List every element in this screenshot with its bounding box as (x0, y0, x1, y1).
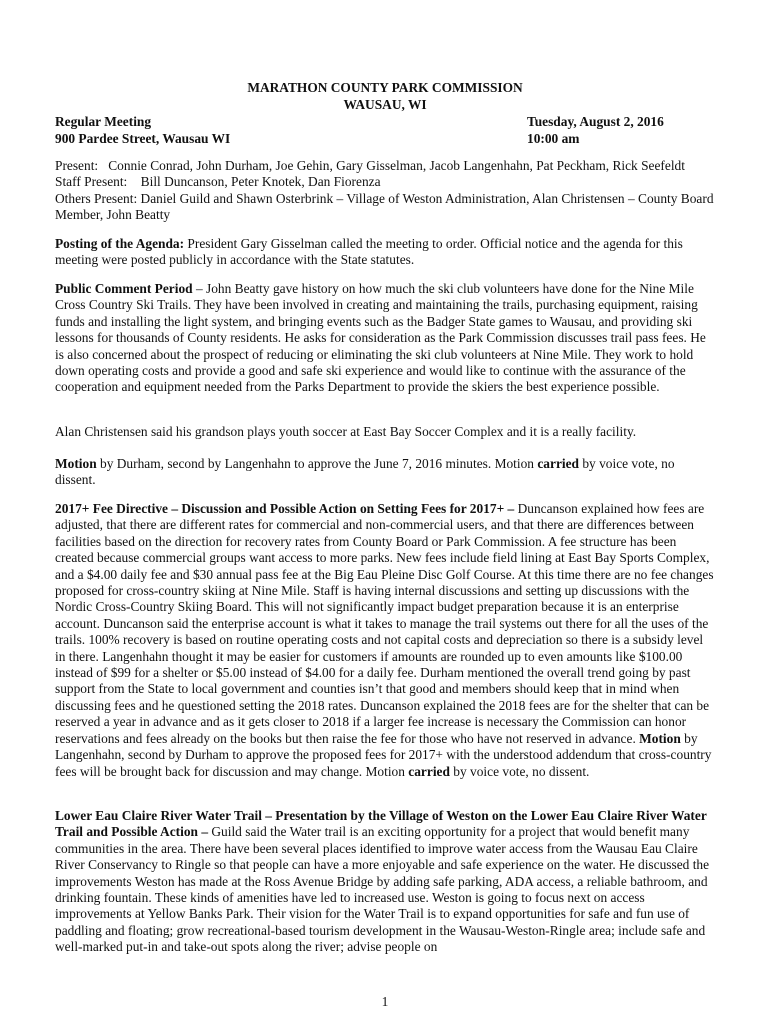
commission-title: MARATHON COUNTY PARK COMMISSION (247, 80, 523, 95)
water-trail-paragraph (55, 808, 715, 956)
present-line (55, 158, 715, 174)
present-label: Present: (55, 158, 99, 173)
meeting-type: Regular Meeting (55, 114, 152, 129)
meeting-time: 10:00 am (527, 131, 580, 146)
christensen-paragraph: Alan Christensen said his grandson plays youth soccer at East Bay Soccer Complex and it is a really facility. (55, 424, 637, 439)
fee-directive-text: Duncanson explained how fees are adjusted, that there are different rates for commercial and non-commercial users, and that there are differences between facilities based on the direction for recovery rates from County Board or Park Commission. A fee structure has been created because commercial groups want access to more parks. New fees include field lining at East Bay Sports Complex, and a $4.00 daily fee and $30 annual pass fee at the Big Eau Pleine Disc Golf Course. At this time there are no fee changes proposed for cross-country skiing at Nine Mile. Staff is having internal discussions and setting up discussions with the Nordic Cross-Country Skiing Board. This will not significantly impact budget preparation because it is an enterprise account. Duncanson said the enterprise account is what it takes to manage the trail systems out there for all the uses of the trails. 100% recovery is based on routine operating costs and not capital costs and depreciation so there is a subsidy level in there. Langenhahn thought it may be easier for customers if amounts are rounded up to even amounts like $100.00 instead of $99 for a shelter or $5.00 instead of $4.00 for a daily fee. Durham mentioned the overall trend going by past support from the State to local government and counties isn’t that good and members should keep that in mind when discussing fees and he questioned setting the 2018 rates. Duncanson explained the 2018 fees are for the shelter that can be reserved a year in advance and as it gets closer to 2018 if a larger fee increase is necessary the Commission can honor reservations and fees already on the books but then raise the fee for those who have not reserved in advance. (55, 501, 714, 746)
fee-directive-paragraph (55, 501, 715, 780)
page-number: 1 (381, 994, 389, 1009)
motion-text: by Durham, second by Langenhahn to approve the June 7, 2016 minutes. Motion (96, 456, 538, 471)
fee-motion-end: by voice vote, no dissent. (449, 763, 590, 779)
public-comment-text: – John Beatty gave history on how much the ski club volunteers have done for the Nine Mile Cross Country Ski Trails. They have been involved in creating and maintaining the trails, purchasing equipment, raising funds and installing the light system, and bringing events such as the Badger State games to Wausau, and providing ski lessons for thousands of County residents. He asks for consideration as the Park Commission discusses trail pass fees. He is also concerned about the prospect of reducing or eliminating the ski club volunteers at Nine Mile. They work to hold down operating costs and provide a good and safe ski experience and would like to continue with the assurance of the cooperation and equipment needed from the Parks Department to provide the skiers the best experience possible. (55, 281, 706, 395)
others-present: Others Present: Daniel Guild and Shawn Osterbrink – Village of Weston Administration, Alan Christensen – County Board Member, John Beatty (55, 190, 714, 223)
staff-line (55, 174, 715, 190)
attendance-section (55, 158, 715, 224)
city-title: WAUSAU, WI (343, 97, 427, 112)
posting-paragraph (55, 236, 715, 269)
posting-heading: Posting of the Agenda: (55, 236, 185, 251)
motion-text-end: by voice vote, no dissent. (55, 456, 675, 488)
fee-motion-text: by Langenhahn, second by Durham to approve the proposed fees for 2017+ with the understood addendum that cross-country fees will be brought back for discussion and may change. Motion (55, 730, 712, 779)
present-list: Connie Conrad, John Durham, Joe Gehin, Gary Gisselman, Jacob Langenhahn, Pat Peckham, Rick Seefeldt (108, 158, 685, 173)
staff-label: Staff Present: (55, 174, 128, 190)
fee-carried-label: carried (408, 763, 450, 779)
fee-motion-label: Motion (639, 730, 681, 746)
public-comment-heading: Public Comment Period (55, 281, 193, 296)
carried-label: carried (537, 456, 579, 471)
posting-text: President Gary Gisselman called the meeting to order. Official notice and the agenda for this meeting were posted publicly in accordance with the State statutes. (55, 236, 683, 268)
water-trail-text: Guild said the Water trail is an exciting opportunity for a project that would benefit many communities in the area. There have been several places identified to improve water access from the Wausau Eau Claire River Conservancy to Ringle so that people can have a more enjoyable and safe experience on the water. He discussed the improvements Weston has made at the Ross Avenue Bridge by adding safe parking, ADA access, a reliable bathroom, and drinking fountain. These kinds of amenities have led to increased use. Weston is going to focus next on access improvements at Yellow Banks Park. Their vision for the Water Trail is to expand opportunities for safe and fun use of paddling and floating; grow recreational-based tourism development in the Wausau-Weston-Ringle area; include safe and well-marked put-in and take-out spots along the river; advise people on (55, 824, 710, 955)
water-trail-heading: Lower Eau Claire River Water Trail – Presentation by the Village of Weston on the Lower Eau Claire River Water Trail and Possible Action – (55, 808, 707, 840)
meeting-address: 900 Pardee Street, Wausau WI (55, 131, 231, 146)
meeting-date: Tuesday, August 2, 2016 (527, 114, 664, 129)
staff-list: Bill Duncanson, Peter Knotek, Dan Fiorenza (140, 174, 381, 190)
public-comment-paragraph (55, 281, 715, 396)
fee-directive-heading: 2017+ Fee Directive – Discussion and Possible Action on Setting Fees for 2017+ – (55, 501, 515, 516)
motion-label: Motion (55, 456, 97, 471)
minutes-motion-paragraph (55, 456, 715, 489)
